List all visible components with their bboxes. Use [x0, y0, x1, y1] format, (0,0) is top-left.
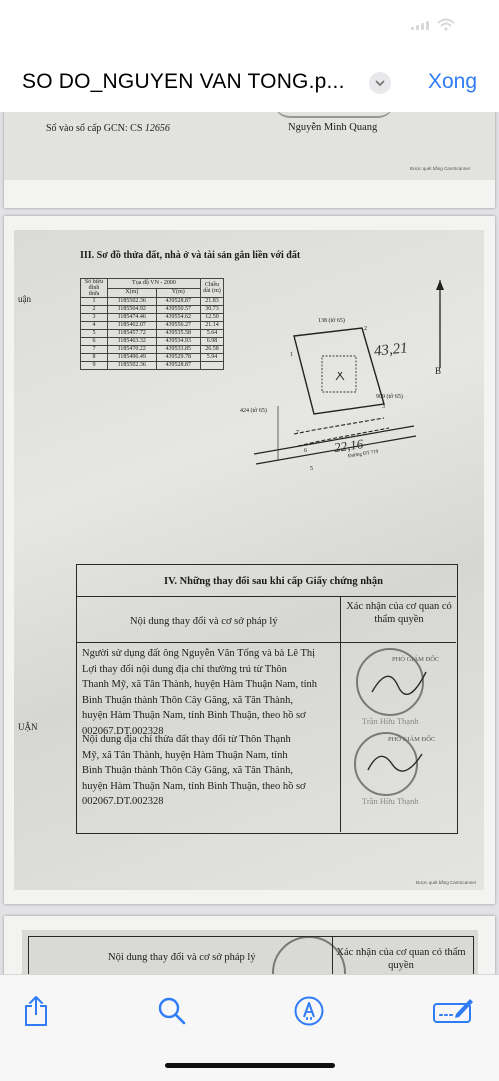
left-parcel-label: 424 (tờ 65)	[240, 408, 267, 414]
edit-icon[interactable]	[432, 993, 474, 1029]
change-entry-1: Người sử dụng đất ông Nguyễn Văn Tống và bà Lê Thị Lợi thay đổi nội dung địa chỉ thường trú từ Thôn Thanh Mỹ, xã Tân Thành, huyện Hàm Thuận Nam, tỉnh Bình Thuận thành Thôn Cây Găng, xã Tân Thành, huyện Hàm Thuận Nam, tỉnh Bình Thuận, theo hồ sơ 002067.DT.002328	[82, 648, 318, 737]
chevron-down-icon[interactable]	[369, 72, 391, 94]
done-button[interactable]: Xong	[427, 70, 477, 93]
handwritten-area-top: 43,21	[373, 340, 409, 360]
road-label: Đường ĐT 719	[347, 449, 379, 460]
table-header-length: Chiều dài (m)	[201, 279, 224, 298]
signer-name: Trần Hữu Thạnh	[362, 716, 419, 726]
status-bar	[0, 0, 499, 44]
wifi-icon	[437, 18, 455, 32]
document-viewer[interactable]	[0, 112, 499, 974]
document-title[interactable]: SO DO_NGUYEN VAN TONG.p...	[22, 70, 345, 93]
north-label: B	[435, 366, 442, 376]
vertex-label: 3	[382, 404, 385, 410]
stamp-label: PHÓ GIÁM ĐỐC	[392, 656, 440, 663]
signer-name: Nguyễn Minh Quang	[288, 122, 378, 133]
column-confirm-header: Xác nhận của cơ quan có thẩm quyền	[346, 601, 452, 625]
table-row: 1 1185502.36 439528.87 21.83	[81, 298, 224, 306]
vertex-label: 5	[310, 466, 313, 472]
table-row: 2 1185504.92 439550.57 30.73	[81, 306, 224, 314]
table-header-y: Y(m)	[156, 288, 200, 298]
registration-label: Số vào sổ cấp GCN: CS 12656	[46, 123, 170, 134]
change-entry-2: Nội dung địa chỉ thửa đất thay đổi từ Thôn Thạnh Mỹ, xã Tân Thành, huyện Hàm Thuận Nam, tỉnh Bình Thuận thành Thôn Cây Găng, xã Tân Thành, huyện Hàm Thuận Nam, tỉnh Bình Thuận, theo hồ sơ 002067.DT.002328	[82, 734, 306, 808]
scanner-note: Được quét bằng CamScanner	[410, 166, 471, 171]
section-3-title: III. Sơ đồ thửa đất, nhà ở và tài sản gắn liền với đất	[80, 250, 301, 261]
search-icon[interactable]	[154, 993, 190, 1029]
table-row: 3 1185474.46 439554.62 12.50	[81, 314, 224, 322]
table-row: 6 1185463.32 439534.93 6.98	[81, 338, 224, 346]
page-2	[4, 216, 495, 904]
page-3	[4, 916, 495, 974]
vertex-label: 6	[304, 448, 307, 454]
home-indicator	[165, 1063, 335, 1068]
nav-bar	[0, 50, 499, 112]
share-icon[interactable]	[18, 993, 54, 1029]
registration-number: 12656	[144, 123, 170, 134]
vertex-label: 2	[364, 326, 367, 332]
top-parcel-label: 138 (tờ 65)	[318, 318, 345, 324]
table-header-x: X(m)	[108, 288, 157, 298]
signer-name: Trần Hữu Thạnh	[362, 796, 419, 806]
scanner-note: Được quét bằng CamScanner	[416, 880, 477, 885]
stamp-label: PHÓ GIÁM ĐỐC	[388, 736, 436, 743]
signal-icon	[411, 20, 429, 30]
right-parcel-label: 909 (tờ 65)	[376, 394, 403, 400]
column-confirm-header: Xác nhận của cơ quan có thẩm quyền	[336, 947, 466, 971]
coordinate-table	[80, 278, 224, 370]
table-row: 7 1185470.22 439533.85 26.58	[81, 346, 224, 354]
signature-mark	[366, 742, 426, 782]
markup-icon[interactable]	[291, 993, 327, 1029]
table-row: 4 1185462.07 439556.27 21.14	[81, 322, 224, 330]
table-header-coord: Tọa độ VN - 2000	[108, 279, 201, 289]
margin-text: UẬN	[18, 722, 38, 732]
table-row: 5 1185457.72 439535.58 5.64	[81, 330, 224, 338]
table-row: 8 1185496.49 439529.78 5.94	[81, 354, 224, 362]
vertex-label: 1	[290, 352, 293, 358]
column-content-header: Nội dung thay đổi và cơ sở pháp lý	[130, 616, 278, 627]
margin-text: uận	[18, 294, 31, 304]
signature-mark	[370, 662, 430, 702]
section-4-title: IV. Những thay đổi sau khi cấp Giấy chứng nhận	[164, 576, 383, 587]
vertex-label: 7	[296, 430, 299, 436]
handwritten-area-mid: 22,16	[333, 436, 365, 455]
table-row: 9 1185502.36 439528.87	[81, 362, 224, 370]
table-header-no: Số hiệu đỉnh thửa	[81, 279, 108, 298]
parcel-map	[234, 276, 484, 506]
column-content-header: Nội dung thay đổi và cơ sở pháp lý	[108, 952, 256, 963]
page-1	[4, 112, 495, 208]
stamp-arc	[274, 112, 394, 118]
